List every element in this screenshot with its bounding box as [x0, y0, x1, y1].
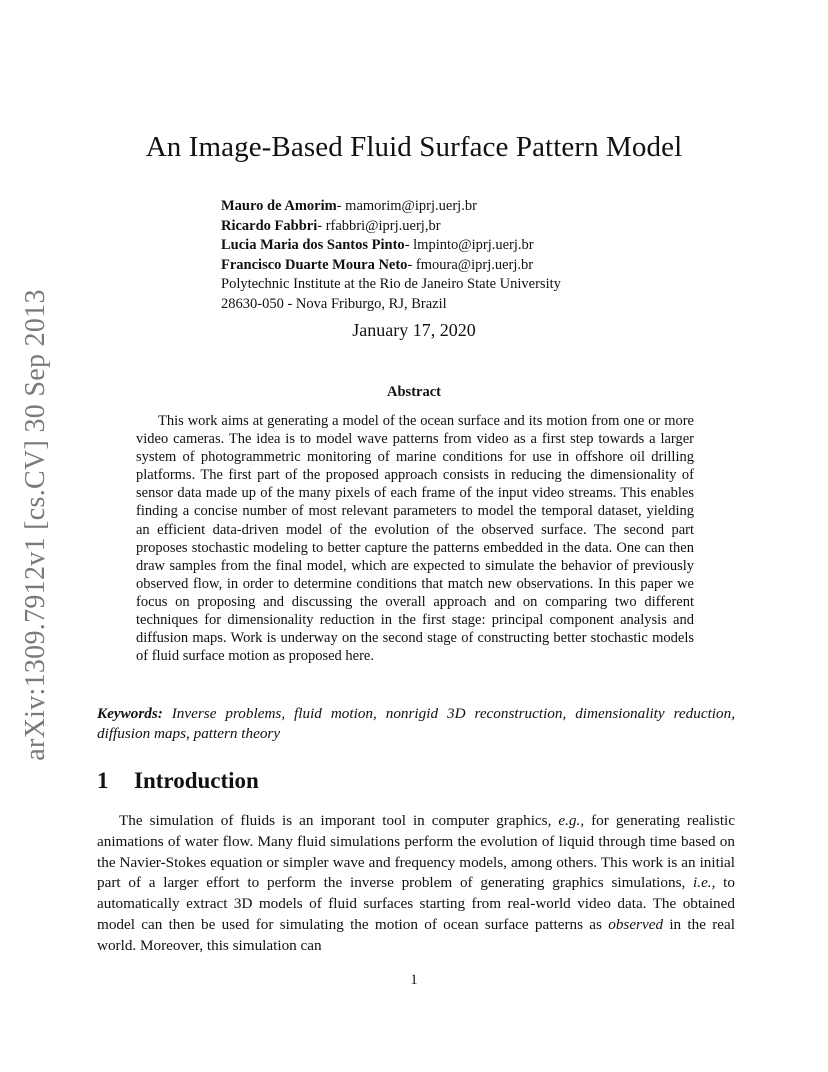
intro-observed: observed [608, 915, 664, 933]
page-number: 1 [410, 972, 418, 988]
section-heading [97, 768, 259, 794]
keywords-text: Inverse problems, fluid motion, nonrigid 3D reconstruction, dimensionality reduction, diffusion maps, pattern theory [97, 705, 736, 742]
abstract-heading: Abstract [387, 384, 441, 400]
keywords-label: Keywords: [97, 705, 163, 722]
abstract-text: This work aims at generating a model of the ocean surface and its motion from one or more video cameras. The idea is to model wave patterns from video as a first step towards a larger system of photogrammetric monitoring of marine conditions for use in offshore oil drilling platforms. The first part of the proposed approach consists in reducing the dimensionality of sensor data made up of the many pixels of each frame of the input video streams. This enables finding a concise number of most relevant parameters to model the temporal dataset, yielding an efficient data-driven model of the evolution of the observed surface. The second part proposes stochastic modeling to better capture the patterns embedded in the data. One can then draw samples from the final model, which are expected to simulate the behavior of previously observed flow, in order to determine conditions that match new observations. In this paper we focus on proposing and discussing the overall approach and on comparing two different techniques for dimensionality reduction in the first stage: principal component analysis and diffusion maps. Work is underway on the second stage of constructing better stochastic models of fluid surface motion as proposed here. [136, 413, 694, 665]
intro-ie: i.e. [693, 874, 712, 892]
intro-text: The simulation of fluids is an imporant tool in computer graphics, [119, 812, 559, 829]
section-title: Introduction [134, 768, 259, 793]
author-block [221, 197, 561, 314]
intro-paragraph [97, 811, 735, 957]
author-name: Mauro de Amorim [221, 198, 337, 214]
author-entry [221, 236, 561, 256]
author-entry [221, 197, 561, 217]
author-email: - mamorim@iprj.uerj.br [336, 198, 477, 214]
intro-text: in the real world. Moreover, this simulation can [97, 915, 735, 954]
intro-text: , to automatically extract 3D models of fluid surfaces starting from real-world video data. The obtained model can then be used for simulating the motion of ocean surface patterns as [97, 874, 735, 933]
author-email: - fmoura@iprj.uerj.br [407, 256, 534, 273]
author-name: Francisco Duarte Moura Neto [221, 256, 408, 273]
paper-date: January 17, 2020 [352, 320, 476, 340]
author-entry [221, 217, 561, 237]
paper-title: An Image-Based Fluid Surface Pattern Model [145, 131, 683, 163]
affiliation: Polytechnic Institute at the Rio de Janeiro State University [221, 276, 561, 292]
address: 28630-050 - Nova Friburgo, RJ, Brazil [221, 295, 447, 312]
author-entry [221, 256, 561, 276]
author-email: - rfabbri@iprj.uerj,br [317, 217, 441, 234]
intro-eg: e.g. [558, 812, 581, 829]
author-email: - lmpinto@iprj.uerj.br [404, 237, 534, 253]
intro-text: , for generating realistic animations of water flow. Many fluid simulations perform the evolution of liquid through time based on the Navier-Stokes equation or simpler wave and frequency models, among others. This work is an initial part of a larger effort to perform the inverse problem of generating graphics simulations, [97, 812, 735, 892]
section-number: 1 [97, 768, 109, 793]
author-name: Lucia Maria dos Santos Pinto [221, 237, 405, 253]
arxiv-side-stamp: arXiv:1309.7912v1 [cs.CV] 30 Sep 2013 [20, 289, 51, 761]
keywords-paragraph [97, 704, 735, 743]
author-name: Ricardo Fabbri [221, 217, 318, 234]
